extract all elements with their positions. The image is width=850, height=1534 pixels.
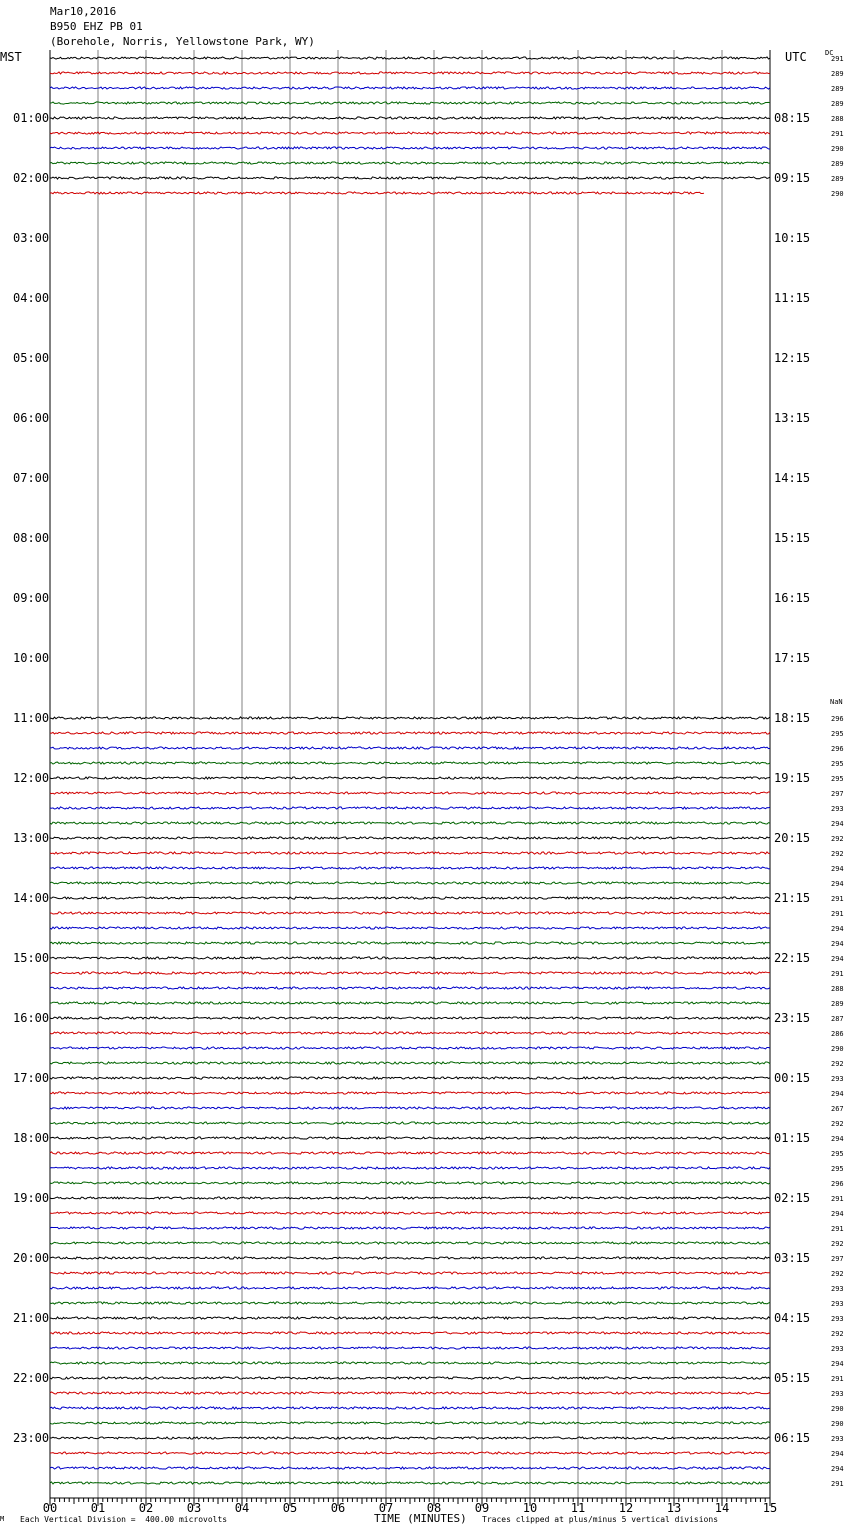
trace-line	[50, 897, 770, 899]
utc-hour-label: 03:15	[774, 1251, 811, 1265]
mst-hour-label: 15:00	[13, 951, 50, 965]
trace-line	[50, 72, 770, 74]
trace-line	[50, 1047, 770, 1049]
trace-line	[50, 792, 770, 794]
x-tick-label: 02	[138, 1501, 154, 1515]
dc-value: 290	[831, 1045, 844, 1053]
dc-value: 295	[831, 1165, 844, 1173]
mst-hour-label: 02:00	[13, 171, 50, 185]
dc-value: 292	[831, 1330, 844, 1338]
mst-hour-label: 19:00	[13, 1191, 50, 1205]
mst-hour-label: 04:00	[13, 291, 50, 305]
mst-hour-label: 03:00	[13, 231, 50, 245]
utc-hour-label: 18:15	[774, 711, 811, 725]
dc-value: 294	[831, 1465, 844, 1473]
dc-value: 290	[831, 1405, 844, 1413]
dc-value: 267	[831, 1105, 844, 1113]
utc-hour-label: 06:15	[774, 1431, 811, 1445]
trace-line	[50, 762, 770, 764]
trace-line	[50, 1347, 770, 1349]
trace-line	[50, 57, 770, 59]
dc-value: 293	[831, 1075, 844, 1083]
trace-line	[50, 942, 770, 944]
trace-line	[50, 87, 770, 89]
dc-value: 287	[831, 1015, 844, 1023]
trace-line	[50, 1062, 770, 1064]
dc-value: 292	[831, 1240, 844, 1248]
trace-line	[50, 1137, 770, 1139]
dc-value: 290	[831, 1420, 844, 1428]
trace-line	[50, 117, 770, 119]
trace-line	[50, 1467, 770, 1469]
trace-line	[50, 1182, 770, 1184]
dc-value: 294	[831, 880, 844, 888]
x-tick-label: 01	[90, 1501, 106, 1515]
utc-hour-label: 22:15	[774, 951, 811, 965]
dc-value: 291	[831, 1225, 844, 1233]
dc-value: 286	[831, 1030, 844, 1038]
utc-hour-label: 17:15	[774, 651, 811, 665]
trace-line	[50, 102, 770, 104]
mst-hour-label: 21:00	[13, 1311, 50, 1325]
mst-hour-label: 01:00	[13, 111, 50, 125]
trace-line	[50, 777, 770, 779]
trace-line	[50, 1392, 770, 1394]
x-tick-label: 10	[522, 1501, 538, 1515]
dc-value: 294	[831, 1135, 844, 1143]
trace-line	[50, 867, 770, 869]
dc-value: 297	[831, 790, 844, 798]
trace-line	[50, 747, 770, 749]
trace-line	[50, 882, 770, 884]
x-tick-label: 12	[618, 1501, 634, 1515]
trace-line	[50, 1107, 770, 1109]
dc-value: 289	[831, 85, 844, 93]
dc-value: 291	[831, 895, 844, 903]
dc-value: 291	[831, 130, 844, 138]
x-tick-label: 11	[570, 1501, 586, 1515]
dc-value: 290	[831, 145, 844, 153]
dc-value: 294	[831, 820, 844, 828]
x-tick-label: 04	[234, 1501, 250, 1515]
dc-value: 291	[831, 1195, 844, 1203]
trace-line	[50, 1227, 770, 1229]
dc-value: 294	[831, 1360, 844, 1368]
trace-line	[50, 927, 770, 929]
mst-hour-label: 12:00	[13, 771, 50, 785]
trace-line	[50, 1197, 770, 1199]
trace-line	[50, 1272, 770, 1274]
dc-value: 295	[831, 775, 844, 783]
utc-hour-label: 20:15	[774, 831, 811, 845]
trace-line	[50, 1017, 770, 1019]
trace-line	[50, 717, 770, 719]
dc-value: 295	[831, 1150, 844, 1158]
trace-line	[50, 807, 770, 809]
x-tick-label: 13	[666, 1501, 682, 1515]
dc-value: 291	[831, 1375, 844, 1383]
dc-value: 289	[831, 160, 844, 168]
trace-line	[50, 132, 770, 134]
left-timezone-label: MST	[0, 50, 22, 64]
dc-value: 288	[831, 985, 844, 993]
dc-value: 292	[831, 835, 844, 843]
dc-value: 293	[831, 1315, 844, 1323]
trace-line	[50, 987, 770, 989]
dc-value: 294	[831, 940, 844, 948]
trace-line	[50, 1377, 770, 1379]
dc-value: 292	[831, 1060, 844, 1068]
header-location: (Borehole, Norris, Yellowstone Park, WY)	[50, 35, 315, 48]
x-tick-label: 14	[714, 1501, 730, 1515]
trace-line	[50, 192, 704, 194]
dc-value: 294	[831, 1210, 844, 1218]
mst-hour-label: 05:00	[13, 351, 50, 365]
dc-value: 289	[831, 175, 844, 183]
mst-hour-label: 14:00	[13, 891, 50, 905]
dc-value: 293	[831, 1345, 844, 1353]
utc-hour-label: 02:15	[774, 1191, 811, 1205]
trace-line	[50, 1152, 770, 1154]
trace-line	[50, 852, 770, 854]
trace-line	[50, 1002, 770, 1004]
trace-line	[50, 1122, 770, 1124]
utc-hour-label: 11:15	[774, 291, 811, 305]
dc-value: 291	[831, 1480, 844, 1488]
utc-hour-label: 04:15	[774, 1311, 811, 1325]
dc-value: 290	[831, 190, 844, 198]
mst-hour-label: 23:00	[13, 1431, 50, 1445]
x-tick-label: 15	[762, 1501, 778, 1515]
trace-line	[50, 1092, 770, 1094]
trace-line	[50, 972, 770, 974]
dc-value: 294	[831, 1090, 844, 1098]
utc-hour-label: 08:15	[774, 111, 811, 125]
trace-line	[50, 1407, 770, 1409]
trace-line	[50, 912, 770, 914]
utc-hour-label: 10:15	[774, 231, 811, 245]
x-tick-label: 09	[474, 1501, 490, 1515]
dc-column-header: DC	[825, 49, 834, 57]
dc-value: 289	[831, 1000, 844, 1008]
trace-line	[50, 1302, 770, 1304]
dc-value: 297	[831, 1255, 844, 1263]
corner-mark: M	[0, 1515, 5, 1523]
trace-line	[50, 1437, 770, 1439]
trace-line	[50, 147, 770, 149]
trace-line	[50, 1287, 770, 1289]
mst-hour-label: 18:00	[13, 1131, 50, 1145]
dc-value: 291	[831, 970, 844, 978]
trace-line	[50, 732, 770, 734]
trace-line	[50, 1032, 770, 1034]
trace-line	[50, 162, 770, 164]
dc-value: 294	[831, 955, 844, 963]
header-date: Mar10,2016	[50, 5, 117, 18]
trace-line	[50, 957, 770, 959]
trace-line	[50, 837, 770, 839]
dc-value: 293	[831, 1390, 844, 1398]
dc-value: 296	[831, 745, 844, 753]
utc-hour-label: 15:15	[774, 531, 811, 545]
clip-note: Traces clipped at plus/minus 5 vertical divisions	[482, 1515, 719, 1524]
mst-hour-label: 17:00	[13, 1071, 50, 1085]
x-axis-label: TIME (MINUTES)	[374, 1512, 467, 1525]
utc-hour-label: 23:15	[774, 1011, 811, 1025]
utc-hour-label: 13:15	[774, 411, 811, 425]
dc-value: 291	[831, 55, 844, 63]
utc-hour-label: 05:15	[774, 1371, 811, 1385]
dc-value: 294	[831, 865, 844, 873]
nan-marker: NaN	[830, 698, 843, 706]
trace-line	[50, 1167, 770, 1169]
trace-line	[50, 1422, 770, 1424]
dc-value: 295	[831, 760, 844, 768]
dc-value: 294	[831, 925, 844, 933]
x-tick-label: 07	[378, 1501, 394, 1515]
utc-hour-label: 09:15	[774, 171, 811, 185]
utc-hour-label: 19:15	[774, 771, 811, 785]
right-timezone-label: UTC	[785, 50, 807, 64]
trace-line	[50, 822, 770, 824]
dc-value: 293	[831, 1285, 844, 1293]
trace-line	[50, 1077, 770, 1079]
trace-line	[50, 1362, 770, 1364]
dc-value: 292	[831, 1270, 844, 1278]
utc-hour-label: 14:15	[774, 471, 811, 485]
mst-hour-label: 11:00	[13, 711, 50, 725]
mst-hour-label: 13:00	[13, 831, 50, 845]
x-tick-label: 06	[330, 1501, 346, 1515]
dc-value: 289	[831, 70, 844, 78]
dc-value: 295	[831, 730, 844, 738]
dc-value: 293	[831, 805, 844, 813]
x-tick-label: 00	[42, 1501, 58, 1515]
trace-line	[50, 1452, 770, 1454]
dc-value: 293	[831, 1300, 844, 1308]
mst-hour-label: 16:00	[13, 1011, 50, 1025]
dc-value: 292	[831, 1120, 844, 1128]
dc-value: 293	[831, 1435, 844, 1443]
mst-hour-label: 09:00	[13, 591, 50, 605]
mst-hour-label: 07:00	[13, 471, 50, 485]
utc-hour-label: 00:15	[774, 1071, 811, 1085]
header-station: B950 EHZ PB 01	[50, 20, 143, 33]
dc-value: 294	[831, 1450, 844, 1458]
trace-line	[50, 1257, 770, 1259]
dc-value: 289	[831, 100, 844, 108]
scale-note: Each Vertical Division = 400.00 microvolts	[20, 1515, 228, 1524]
utc-hour-label: 21:15	[774, 891, 811, 905]
mst-hour-label: 22:00	[13, 1371, 50, 1385]
x-tick-label: 03	[186, 1501, 202, 1515]
mst-hour-label: 06:00	[13, 411, 50, 425]
trace-line	[50, 1317, 770, 1319]
trace-line	[50, 1212, 770, 1214]
trace-line	[50, 177, 770, 179]
dc-value: 296	[831, 715, 844, 723]
x-tick-label: 08	[426, 1501, 442, 1515]
utc-hour-label: 01:15	[774, 1131, 811, 1145]
mst-hour-label: 20:00	[13, 1251, 50, 1265]
trace-line	[50, 1332, 770, 1334]
mst-hour-label: 10:00	[13, 651, 50, 665]
mst-hour-label: 08:00	[13, 531, 50, 545]
dc-value: 288	[831, 115, 844, 123]
trace-line	[50, 1482, 770, 1484]
dc-value: 292	[831, 850, 844, 858]
x-tick-label: 05	[282, 1501, 298, 1515]
utc-hour-label: 12:15	[774, 351, 811, 365]
dc-value: 296	[831, 1180, 844, 1188]
trace-line	[50, 1242, 770, 1244]
utc-hour-label: 16:15	[774, 591, 811, 605]
dc-value: 291	[831, 910, 844, 918]
